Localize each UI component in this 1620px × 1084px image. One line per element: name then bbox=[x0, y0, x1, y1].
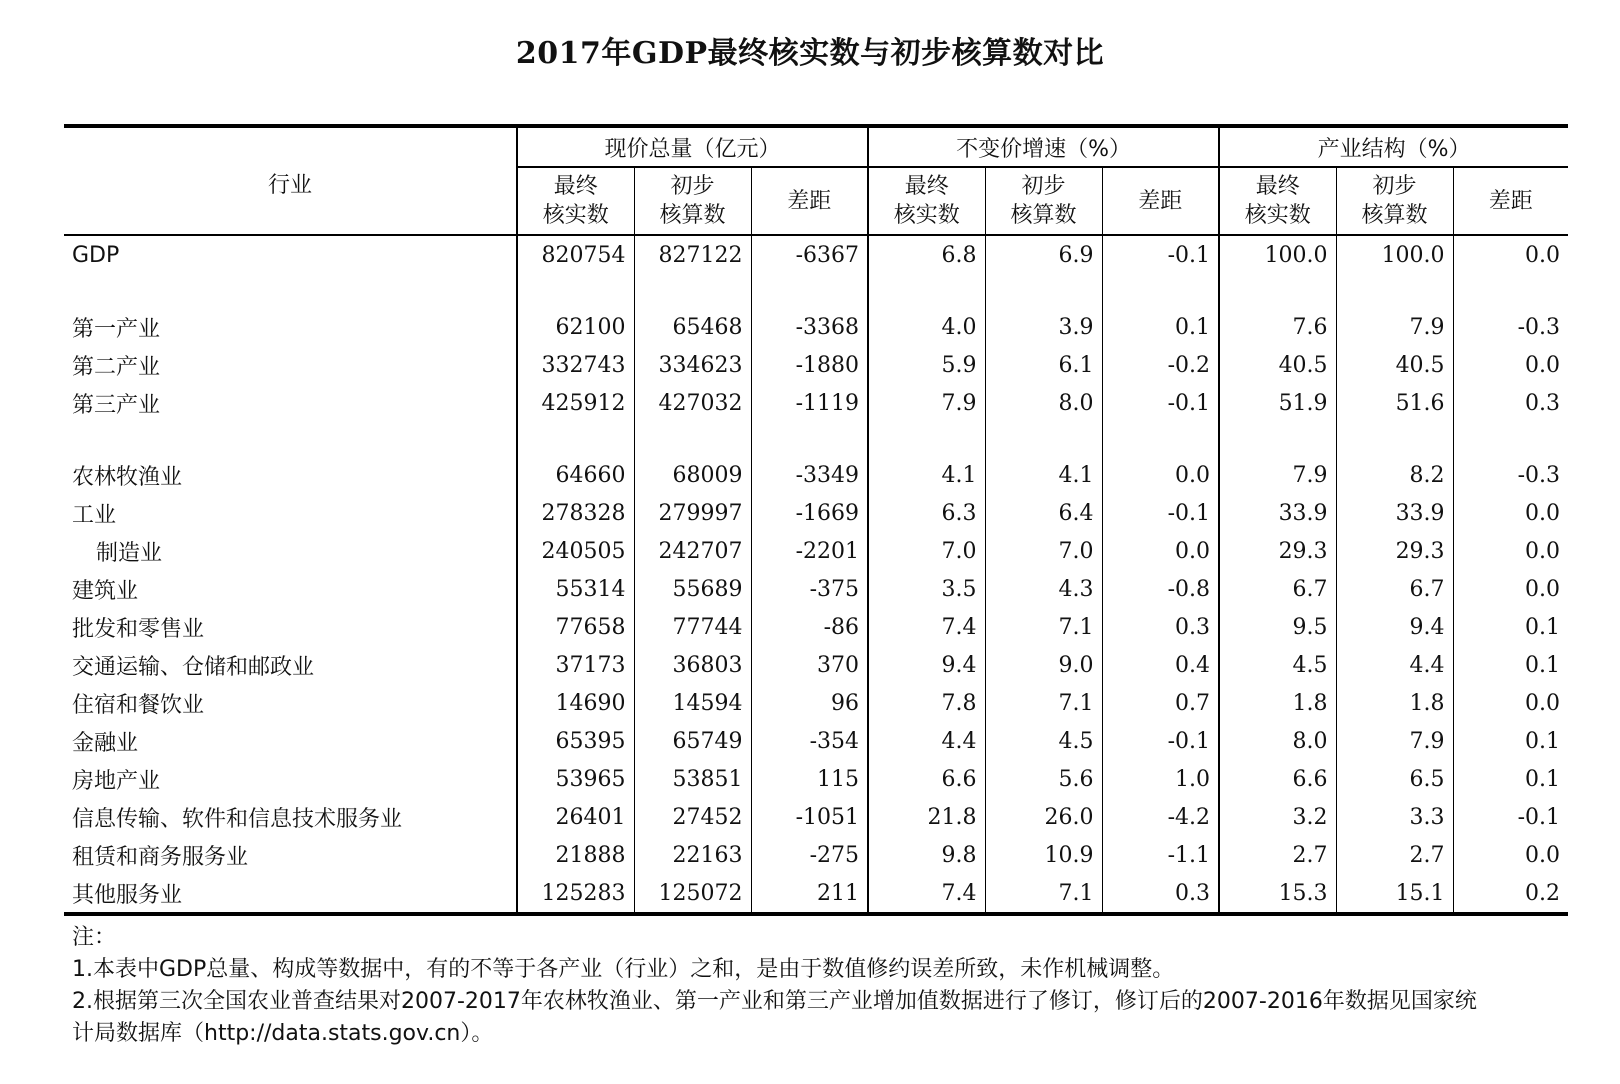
value-cell: 6.6 bbox=[1219, 760, 1336, 798]
industry-cell: 住宿和餐饮业 bbox=[72, 692, 205, 718]
value-cell: 51.9 bbox=[1219, 384, 1336, 422]
industry-cell: GDP bbox=[72, 242, 120, 268]
industry-cell: 信息传输、软件和信息技术服务业 bbox=[72, 806, 403, 832]
value-cell: 427032 bbox=[634, 384, 751, 422]
value-cell: 15.3 bbox=[1219, 874, 1336, 914]
value-cell: 9.4 bbox=[1336, 608, 1453, 646]
value-cell: 29.3 bbox=[1336, 532, 1453, 570]
table-row bbox=[64, 874, 1568, 914]
header-group-row bbox=[64, 126, 1568, 167]
value-cell: 36803 bbox=[634, 646, 751, 684]
value-cell: 0.3 bbox=[1102, 874, 1219, 914]
value-cell: -0.2 bbox=[1102, 346, 1219, 384]
value-cell: 64660 bbox=[517, 456, 634, 494]
value-cell: 0.0 bbox=[1453, 494, 1568, 532]
value-cell: -0.3 bbox=[1453, 456, 1568, 494]
note-2-continued: 计局数据库（http://data.stats.gov.cn）。 bbox=[72, 1021, 494, 1046]
value-cell: 40.5 bbox=[1336, 346, 1453, 384]
industry-cell: 工业 bbox=[72, 502, 117, 528]
note-1: 1.本表中GDP总量、构成等数据中，有的不等于各产业（行业）之和，是由于数值修约误差所致，未作机械调整。 bbox=[72, 957, 1175, 982]
value-cell: 242707 bbox=[634, 532, 751, 570]
value-cell: 4.3 bbox=[985, 570, 1102, 608]
value-cell: 6.8 bbox=[868, 235, 985, 274]
table-row bbox=[64, 532, 1568, 570]
value-cell: 7.8 bbox=[868, 684, 985, 722]
value-cell: 4.0 bbox=[868, 308, 985, 346]
value-cell: -1051 bbox=[751, 798, 868, 836]
value-cell: 3.9 bbox=[985, 308, 1102, 346]
value-cell: 0.2 bbox=[1453, 874, 1568, 914]
value-cell: 0.4 bbox=[1102, 646, 1219, 684]
industry-cell: 金融业 bbox=[72, 730, 139, 756]
value-cell: 14594 bbox=[634, 684, 751, 722]
value-cell: 7.1 bbox=[985, 874, 1102, 914]
value-cell: 65395 bbox=[517, 722, 634, 760]
value-cell: 77658 bbox=[517, 608, 634, 646]
value-cell: 22163 bbox=[634, 836, 751, 874]
table-row bbox=[64, 308, 1568, 346]
value-cell: 3.5 bbox=[868, 570, 985, 608]
value-cell: 96 bbox=[751, 684, 868, 722]
value-cell: -0.8 bbox=[1102, 570, 1219, 608]
value-cell: 29.3 bbox=[1219, 532, 1336, 570]
industry-cell: 建筑业 bbox=[72, 578, 139, 604]
value-cell: 26401 bbox=[517, 798, 634, 836]
value-cell: -354 bbox=[751, 722, 868, 760]
value-cell: 7.0 bbox=[985, 532, 1102, 570]
industry-cell: 房地产业 bbox=[72, 768, 161, 794]
value-cell: 21.8 bbox=[868, 798, 985, 836]
value-cell: 3.2 bbox=[1219, 798, 1336, 836]
value-cell: 37173 bbox=[517, 646, 634, 684]
value-cell: 6.3 bbox=[868, 494, 985, 532]
table-row bbox=[64, 456, 1568, 494]
header-industry: 行业 bbox=[64, 126, 517, 235]
value-cell: -0.1 bbox=[1102, 235, 1219, 274]
value-cell: 55314 bbox=[517, 570, 634, 608]
value-cell: 8.2 bbox=[1336, 456, 1453, 494]
value-cell: 279997 bbox=[634, 494, 751, 532]
value-cell: 0.1 bbox=[1453, 760, 1568, 798]
value-cell: 6.6 bbox=[868, 760, 985, 798]
value-cell: -1880 bbox=[751, 346, 868, 384]
value-cell: 53965 bbox=[517, 760, 634, 798]
value-cell: -4.2 bbox=[1102, 798, 1219, 836]
value-cell: 14690 bbox=[517, 684, 634, 722]
value-cell: 115 bbox=[751, 760, 868, 798]
table-row bbox=[64, 494, 1568, 532]
value-cell: 77744 bbox=[634, 608, 751, 646]
value-cell: 26.0 bbox=[985, 798, 1102, 836]
value-cell: 9.5 bbox=[1219, 608, 1336, 646]
industry-cell: 批发和零售业 bbox=[72, 616, 205, 642]
value-cell: -0.1 bbox=[1102, 384, 1219, 422]
value-cell: 8.0 bbox=[1219, 722, 1336, 760]
value-cell: 0.3 bbox=[1102, 608, 1219, 646]
value-cell: 15.1 bbox=[1336, 874, 1453, 914]
value-cell: 0.0 bbox=[1453, 346, 1568, 384]
value-cell: 7.4 bbox=[868, 874, 985, 914]
value-cell: 6.7 bbox=[1219, 570, 1336, 608]
value-cell: 7.0 bbox=[868, 532, 985, 570]
value-cell: 6.5 bbox=[1336, 760, 1453, 798]
industry-cell: 其他服务业 bbox=[64, 874, 517, 914]
value-cell: 827122 bbox=[634, 235, 751, 274]
table-row bbox=[64, 646, 1568, 684]
value-cell: 0.0 bbox=[1453, 836, 1568, 874]
value-cell: 7.9 bbox=[1336, 308, 1453, 346]
industry-cell: 第一产业 bbox=[72, 316, 161, 342]
value-cell: 1.8 bbox=[1219, 684, 1336, 722]
value-cell: 7.1 bbox=[985, 608, 1102, 646]
value-cell: 4.1 bbox=[985, 456, 1102, 494]
value-cell: 7.4 bbox=[868, 608, 985, 646]
value-cell: 3.3 bbox=[1336, 798, 1453, 836]
value-cell: 1.0 bbox=[1102, 760, 1219, 798]
value-cell: 425912 bbox=[517, 384, 634, 422]
value-cell: 6.7 bbox=[1336, 570, 1453, 608]
table-row bbox=[64, 235, 1568, 274]
value-cell: 0.7 bbox=[1102, 684, 1219, 722]
value-cell: 0.0 bbox=[1453, 235, 1568, 274]
value-cell: 332743 bbox=[517, 346, 634, 384]
value-cell: -6367 bbox=[751, 235, 868, 274]
value-cell: 820754 bbox=[517, 235, 634, 274]
value-cell: 7.1 bbox=[985, 684, 1102, 722]
value-cell: 7.9 bbox=[1336, 722, 1453, 760]
value-cell: -0.1 bbox=[1102, 722, 1219, 760]
header-final: 最终 核实数 bbox=[517, 167, 634, 235]
value-cell: 5.9 bbox=[868, 346, 985, 384]
value-cell: 2.7 bbox=[1336, 836, 1453, 874]
industry-cell: 制造业 bbox=[96, 540, 163, 566]
value-cell: 51.6 bbox=[1336, 384, 1453, 422]
value-cell: 0.1 bbox=[1102, 308, 1219, 346]
value-cell: 211 bbox=[751, 874, 868, 914]
value-cell: 0.3 bbox=[1453, 384, 1568, 422]
header-preliminary: 初步 核算数 bbox=[634, 167, 751, 235]
industry-cell: 第三产业 bbox=[72, 392, 161, 418]
value-cell: 65749 bbox=[634, 722, 751, 760]
value-cell: 4.4 bbox=[868, 722, 985, 760]
industry-cell: 租赁和商务服务业 bbox=[72, 844, 249, 870]
value-cell: 21888 bbox=[517, 836, 634, 874]
industry-cell: 第二产业 bbox=[72, 354, 161, 380]
value-cell: -275 bbox=[751, 836, 868, 874]
header-difference: 差距 bbox=[1102, 167, 1219, 235]
value-cell: 4.5 bbox=[1219, 646, 1336, 684]
value-cell: 55689 bbox=[634, 570, 751, 608]
header-final: 最终 核实数 bbox=[868, 167, 985, 235]
value-cell: 8.0 bbox=[985, 384, 1102, 422]
table-row bbox=[64, 684, 1568, 722]
value-cell: 9.0 bbox=[985, 646, 1102, 684]
industry-cell: 农林牧渔业 bbox=[72, 464, 183, 490]
table-row bbox=[64, 836, 1568, 874]
value-cell: 33.9 bbox=[1219, 494, 1336, 532]
table-row bbox=[64, 346, 1568, 384]
value-cell: 2.7 bbox=[1219, 836, 1336, 874]
value-cell: -3349 bbox=[751, 456, 868, 494]
value-cell: -86 bbox=[751, 608, 868, 646]
header-preliminary: 初步 核算数 bbox=[985, 167, 1102, 235]
notes-label: 注： bbox=[72, 925, 117, 950]
value-cell: 240505 bbox=[517, 532, 634, 570]
header-difference: 差距 bbox=[751, 167, 868, 235]
value-cell: 9.4 bbox=[868, 646, 985, 684]
value-cell: 4.1 bbox=[868, 456, 985, 494]
value-cell: -1669 bbox=[751, 494, 868, 532]
industry-cell: 交通运输、仓储和邮政业 bbox=[72, 654, 315, 680]
value-cell: 53851 bbox=[634, 760, 751, 798]
page-title: 2017年GDP最终核实数与初步核算数对比 bbox=[515, 36, 1105, 71]
value-cell: -0.3 bbox=[1453, 308, 1568, 346]
value-cell: -1119 bbox=[751, 384, 868, 422]
table-row bbox=[64, 798, 1568, 836]
value-cell: 6.4 bbox=[985, 494, 1102, 532]
value-cell: 27452 bbox=[634, 798, 751, 836]
value-cell: 125283 bbox=[517, 874, 634, 914]
value-cell: 7.6 bbox=[1219, 308, 1336, 346]
table-row bbox=[64, 722, 1568, 760]
spacer-row bbox=[64, 422, 1568, 456]
value-cell: 0.0 bbox=[1102, 532, 1219, 570]
value-cell: -1.1 bbox=[1102, 836, 1219, 874]
table-body bbox=[64, 235, 1568, 914]
header-final: 最终 核实数 bbox=[1219, 167, 1336, 235]
table-row bbox=[64, 570, 1568, 608]
value-cell: 4.4 bbox=[1336, 646, 1453, 684]
value-cell: 65468 bbox=[634, 308, 751, 346]
value-cell: 0.0 bbox=[1102, 456, 1219, 494]
header-preliminary: 初步 核算数 bbox=[1336, 167, 1453, 235]
value-cell: 0.1 bbox=[1453, 608, 1568, 646]
value-cell: 10.9 bbox=[985, 836, 1102, 874]
value-cell: 7.9 bbox=[868, 384, 985, 422]
value-cell: 33.9 bbox=[1336, 494, 1453, 532]
gdp-comparison-table bbox=[64, 124, 1568, 916]
value-cell: 6.1 bbox=[985, 346, 1102, 384]
value-cell: 100.0 bbox=[1219, 235, 1336, 274]
header-difference: 差距 bbox=[1453, 167, 1568, 235]
value-cell: -375 bbox=[751, 570, 868, 608]
value-cell: 100.0 bbox=[1336, 235, 1453, 274]
header-group-structure: 产业结构（%） bbox=[1219, 126, 1568, 167]
table-row bbox=[64, 608, 1568, 646]
note-2: 2.根据第三次全国农业普查结果对2007-2017年农林牧渔业、第一产业和第三产业增加值数据进行了修订，修订后的2007-2016年数据见国家统 bbox=[72, 989, 1477, 1014]
value-cell: 68009 bbox=[634, 456, 751, 494]
value-cell: 0.0 bbox=[1453, 532, 1568, 570]
value-cell: -3368 bbox=[751, 308, 868, 346]
value-cell: 278328 bbox=[517, 494, 634, 532]
value-cell: 0.1 bbox=[1453, 722, 1568, 760]
header-group-growth: 不变价增速（%） bbox=[868, 126, 1219, 167]
value-cell: 0.0 bbox=[1453, 684, 1568, 722]
notes bbox=[72, 922, 1572, 1050]
value-cell: -2201 bbox=[751, 532, 868, 570]
value-cell: 7.9 bbox=[1219, 456, 1336, 494]
value-cell: 1.8 bbox=[1336, 684, 1453, 722]
spacer-row bbox=[64, 274, 1568, 308]
value-cell: 125072 bbox=[634, 874, 751, 914]
table-row bbox=[64, 384, 1568, 422]
header-group-current-price: 现价总量（亿元） bbox=[517, 126, 868, 167]
value-cell: 6.9 bbox=[985, 235, 1102, 274]
value-cell: 370 bbox=[751, 646, 868, 684]
value-cell: -0.1 bbox=[1102, 494, 1219, 532]
value-cell: 9.8 bbox=[868, 836, 985, 874]
value-cell: 0.1 bbox=[1453, 646, 1568, 684]
value-cell: 4.5 bbox=[985, 722, 1102, 760]
value-cell: 334623 bbox=[634, 346, 751, 384]
table-row bbox=[64, 760, 1568, 798]
value-cell: -0.1 bbox=[1453, 798, 1568, 836]
value-cell: 0.0 bbox=[1453, 570, 1568, 608]
value-cell: 62100 bbox=[517, 308, 634, 346]
value-cell: 40.5 bbox=[1219, 346, 1336, 384]
value-cell: 5.6 bbox=[985, 760, 1102, 798]
